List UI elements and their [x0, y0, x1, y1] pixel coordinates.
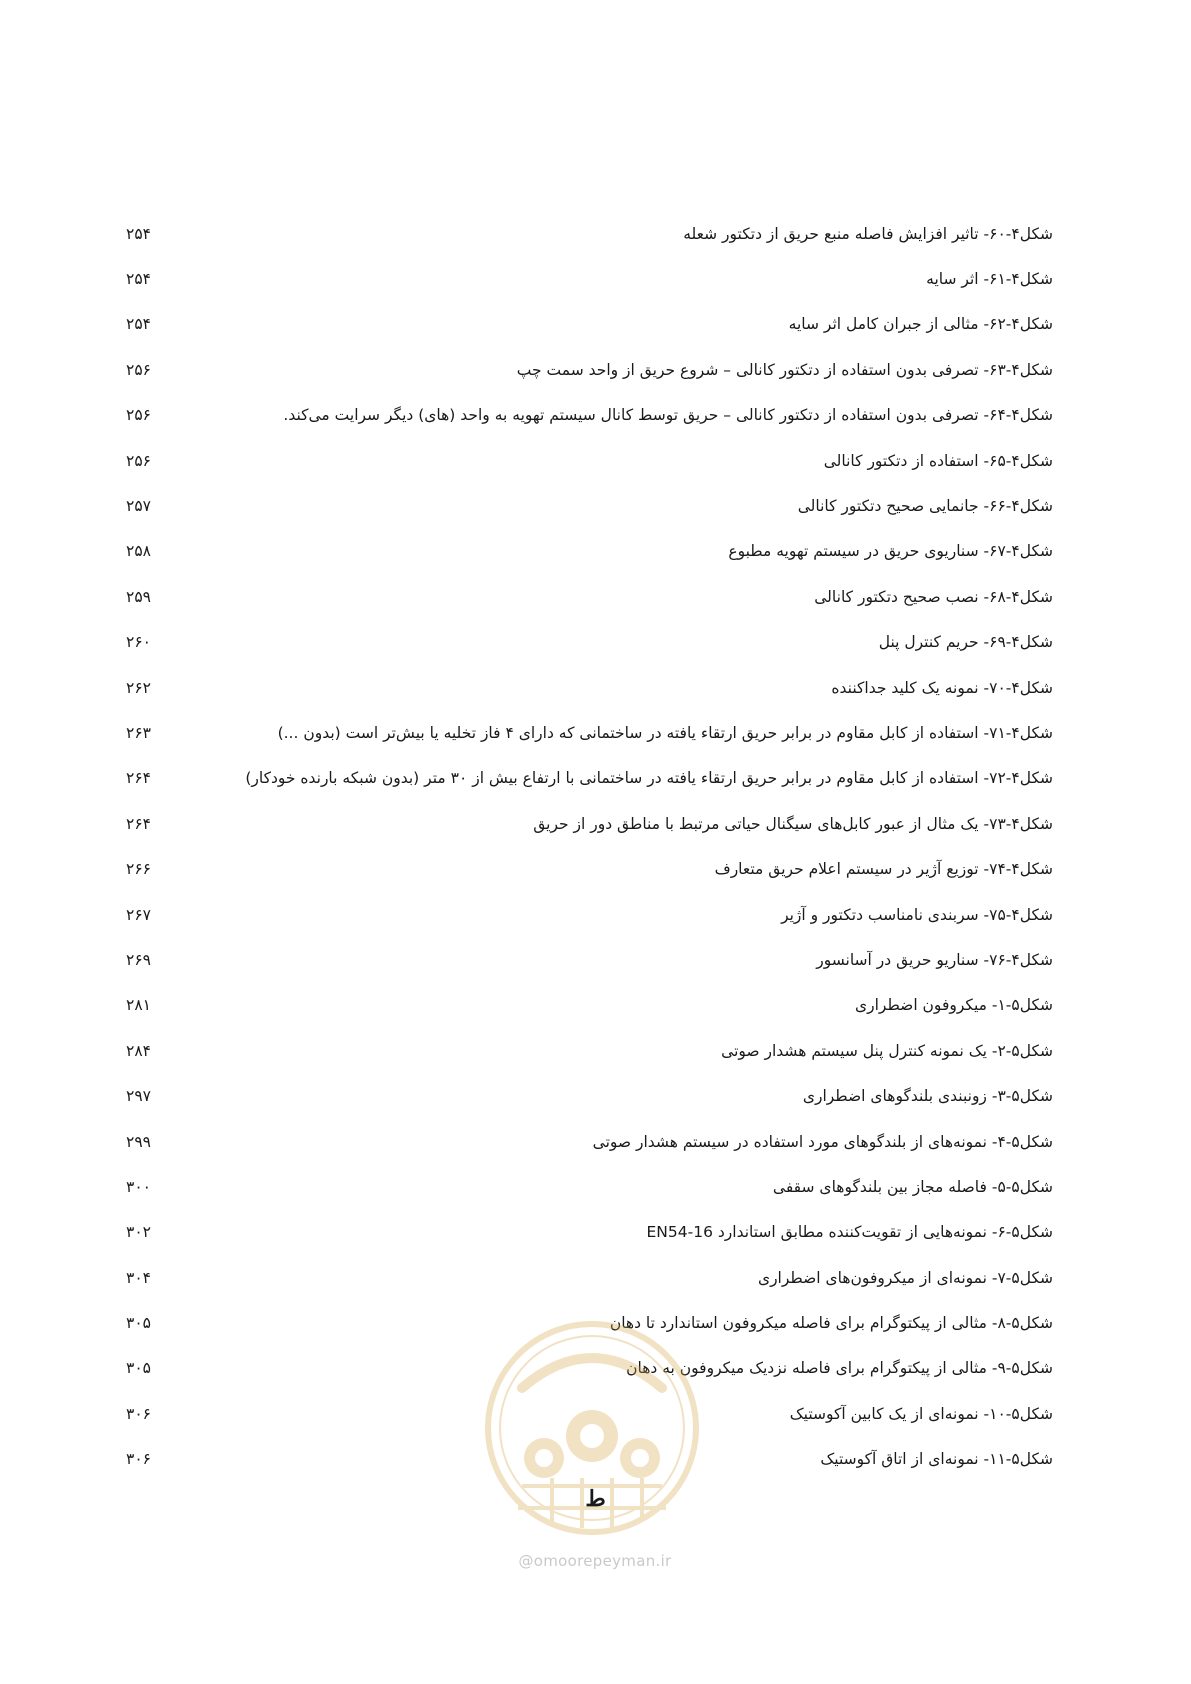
toc-entry[interactable] [118, 801, 1053, 846]
toc-entry-page: ۳۰۲ [126, 1223, 151, 1242]
toc-entry-title: شکل۴-۷۵- سربندی نامناسب دتکتور و آژیر [781, 905, 1053, 924]
toc-entry-page: ۲۶۹ [126, 950, 151, 969]
toc-entry-page: ۲۶۷ [126, 905, 151, 924]
toc-entry-title: شکل۵-۷- نمونه‌ای از میکروفون‌های اضطراری [757, 1268, 1053, 1287]
toc-entry-title: شکل۴-۶۶- جانمایی صحیح دتکتور کانالی [797, 497, 1053, 516]
toc-entry[interactable] [118, 756, 1053, 801]
toc-entry[interactable] [118, 1073, 1053, 1118]
toc-entry[interactable] [118, 620, 1053, 665]
toc-entry-page: ۲۶۲ [126, 678, 151, 697]
toc-entry-title: شکل۵-۶- نمونه‌هایی از تقویت‌کننده مطابق استاندارد EN54-16 [646, 1223, 1053, 1242]
toc-entry-title: شکل۴-۶۹- حریم کنترل پنل [878, 633, 1053, 652]
toc-entry[interactable] [118, 256, 1053, 301]
page-number: ط [585, 1486, 606, 1512]
toc-entry-page: ۲۵۶ [126, 451, 151, 470]
toc-entry[interactable] [118, 1119, 1053, 1164]
toc-entry-title: شکل۴-۷۲- استفاده از کابل مقاوم در برابر حریق ارتقاء یافته در ساختمانی با ارتفاع بیش از ۳۰ متر (بدون شبکه بارنده خودکار) [245, 769, 1053, 788]
toc-entry-page: ۲۵۶ [126, 360, 151, 379]
toc-entry-page: ۲۸۴ [126, 1041, 151, 1060]
toc-entry-page: ۲۵۹ [126, 587, 151, 606]
toc-entry-page: ۳۰۶ [126, 1404, 151, 1423]
toc-entry[interactable] [118, 529, 1053, 574]
toc-entry-page: ۲۵۷ [126, 497, 151, 516]
toc-entry-title: شکل۴-۶۲- مثالی از جبران کامل اثر سایه [788, 315, 1053, 334]
toc-entry-title: شکل۵-۱۰- نمونه‌ای از یک کابین آکوستیک [789, 1404, 1053, 1423]
toc-entry-title: شکل۴-۶۵- استفاده از دتکتور کانالی [823, 451, 1053, 470]
toc-entry[interactable] [118, 1255, 1053, 1300]
toc-entry-page: ۳۰۶ [126, 1450, 151, 1469]
toc-entry[interactable] [118, 937, 1053, 982]
toc-entry[interactable] [118, 347, 1053, 392]
toc-entry[interactable] [118, 665, 1053, 710]
toc-entry-page: ۲۶۴ [126, 814, 151, 833]
toc-entry-title: شکل۵-۱- میکروفون اضطراری [854, 996, 1053, 1015]
toc-entry-page: ۲۶۶ [126, 860, 151, 879]
toc-entry-title: شکل۴-۶۱- اثر سایه [926, 270, 1053, 289]
toc-entry-page: ۳۰۵ [126, 1359, 151, 1378]
toc-entry-page: ۳۰۰ [126, 1177, 151, 1196]
toc-entry[interactable] [118, 1164, 1053, 1209]
toc-entry-title: شکل۴-۶۷- سناریوی حریق در سیستم تهویه مطبوع [728, 542, 1053, 561]
toc-entry-page: ۲۵۶ [126, 406, 151, 425]
toc-entry[interactable] [118, 574, 1053, 619]
toc-entry[interactable] [118, 1028, 1053, 1073]
toc-entry-page: ۲۶۳ [126, 723, 151, 742]
toc-entry[interactable] [118, 892, 1053, 937]
table-of-figures [118, 211, 1053, 1482]
toc-entry[interactable] [118, 1210, 1053, 1255]
toc-entry-page: ۲۵۴ [126, 224, 151, 243]
toc-entry-title: شکل۵-۹- مثالی از پیکتوگرام برای فاصله نزدیک میکروفون به دهان [626, 1359, 1053, 1378]
toc-entry-page: ۳۰۴ [126, 1268, 151, 1287]
toc-entry-page: ۲۸۱ [126, 996, 151, 1015]
toc-entry-title: شکل۵-۸- مثالی از پیکتوگرام برای فاصله میکروفون استاندارد تا دهان [609, 1314, 1053, 1333]
toc-entry-page: ۲۵۴ [126, 315, 151, 334]
toc-entry-title: شکل۴-۶۳- تصرفی بدون استفاده از دتکتور کانالی – شروع حریق از واحد سمت چپ [516, 360, 1053, 379]
toc-entry-page: ۳۰۵ [126, 1314, 151, 1333]
toc-entry-title: شکل۴-۶۸- نصب صحیح دتکتور کانالی [814, 587, 1053, 606]
toc-entry[interactable] [118, 211, 1053, 256]
toc-entry[interactable] [118, 438, 1053, 483]
watermark-url: @omoorepeyman.ir [518, 1552, 672, 1570]
toc-entry-page: ۲۵۸ [126, 542, 151, 561]
toc-entry[interactable] [118, 846, 1053, 891]
toc-entry-title: شکل۴-۷۶- سناریو حریق در آسانسور [816, 950, 1053, 969]
toc-entry[interactable] [118, 483, 1053, 528]
toc-entry[interactable] [118, 393, 1053, 438]
toc-entry-title: شکل۴-۷۱- استفاده از کابل مقاوم در برابر حریق ارتقاء یافته در ساختمانی که دارای ۴ فاز تخلیه یا بیش‌تر است (بدون ...) [277, 723, 1053, 742]
toc-entry[interactable] [118, 302, 1053, 347]
toc-entry-page: ۲۶۴ [126, 769, 151, 788]
toc-entry-title: شکل۴-۶۰- تاثیر افزایش فاصله منبع حریق از دتکتور شعله [683, 224, 1053, 243]
toc-entry-page: ۲۵۴ [126, 270, 151, 289]
toc-entry[interactable] [118, 983, 1053, 1028]
toc-entry[interactable] [118, 710, 1053, 755]
toc-entry-page: ۲۹۹ [126, 1132, 151, 1151]
toc-entry-title: شکل۴-۷۰- نمونه یک کلید جداکننده [831, 678, 1053, 697]
toc-entry-title: شکل۵-۳- زونبندی بلندگوهای اضطراری [802, 1087, 1053, 1106]
toc-entry-title: شکل۴-۷۴- توزیع آژیر در سیستم اعلام حریق متعارف [714, 860, 1053, 879]
toc-entry-page: ۲۹۷ [126, 1087, 151, 1106]
toc-entry-title: شکل۴-۷۳- یک مثال از عبور کابل‌های سیگنال حیاتی مرتبط با مناطق دور از حریق [533, 814, 1053, 833]
toc-entry-title: شکل۵-۱۱- نمونه‌ای از اتاق آکوستیک [820, 1450, 1053, 1469]
toc-entry-page: ۲۶۰ [126, 633, 151, 652]
toc-entry-title: شکل۴-۶۴- تصرفی بدون استفاده از دتکتور کانالی – حریق توسط کانال سیستم تهویه به واحد (های) دیگر سرایت می‌کند. [283, 406, 1053, 425]
toc-entry-title: شکل۵-۲- یک نمونه کنترل پنل سیستم هشدار صوتی [721, 1041, 1053, 1060]
toc-entry-title: شکل۵-۴- نمونه‌های از بلندگوهای مورد استفاده در سیستم هشدار صوتی [592, 1132, 1053, 1151]
toc-entry-title: شکل۵-۵- فاصله مجاز بین بلندگوهای سقفی [772, 1177, 1053, 1196]
